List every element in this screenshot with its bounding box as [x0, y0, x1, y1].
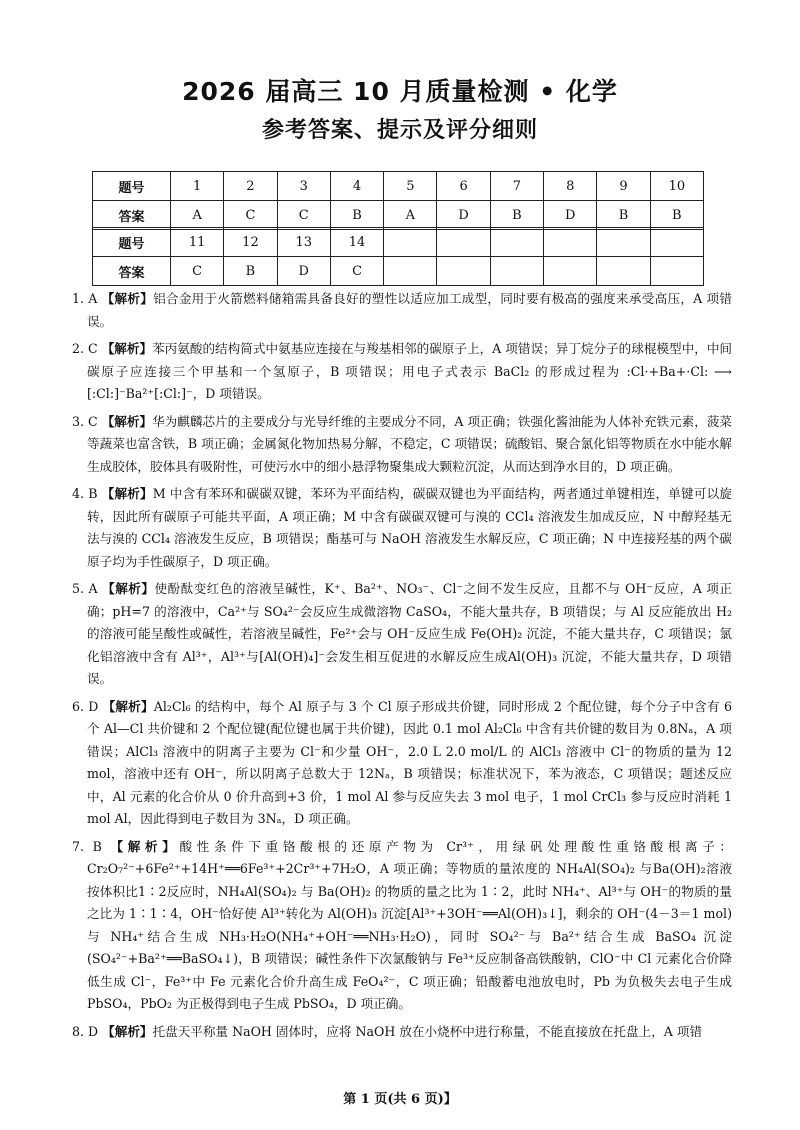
explanation-item-7	[72, 836, 732, 1016]
explanation-item-2	[72, 338, 732, 406]
page-footer: 第 1 页(共 6 页)】	[343, 1092, 457, 1107]
item-prefix: 5. A	[72, 581, 98, 596]
item-prefix: 2. C	[72, 341, 98, 356]
item-prefix: 4. B	[72, 486, 98, 501]
table-cell: 11	[171, 228, 224, 257]
table-cell: 2	[224, 172, 277, 201]
table-cell: B	[650, 201, 703, 230]
table-cell	[597, 257, 650, 286]
item-text: Al₂Cl₆ 的结构中，每个 Al 原子与 3 个 Cl 原子形成共价键，同时形成 2 个配位键，每个分子中含有 6 个 Al—Cl 共价键和 2 个配位键(配位键也属于共价键)，因此 0.1 mol Al₂Cl₆ 中含有共价键的数目为 0.8Nₐ，A 项错误；AlCl₃ 溶液中的阴离子主要为 Cl⁻和少量 OH⁻，2.0 L 2.0 mol/L 的 AlCl₃ 溶液中 Cl⁻的物质的量为 12 mol，溶液中还有 OH⁻，所以阴离子总数大于 12Nₐ，B 项错误；标准状况下，苯为液态，C 项错误；题述反应中，Al 元素的化合价从 0 价升高到+3 价，1 mol Al 参与反应失去 3 mol 电子，1 mol CrCl₃ 参与反应时消耗 1 mol Al，因此得到电子数目为 3Nₐ，D 项正确。	[87, 698, 732, 826]
item-prefix: 6. D	[72, 698, 99, 714]
table-cell: 10	[650, 172, 703, 201]
item-text: 托盘天平称量 NaOH 固体时，应将 NaOH 放在小烧杯中进行称量，不能直接放在托盘上，A 项错	[152, 1023, 703, 1039]
table-cell	[384, 257, 437, 286]
row-label-answer: 答案	[93, 201, 171, 230]
row-label-answer: 答案	[93, 257, 171, 286]
table-cell: D	[277, 257, 330, 286]
table-cell: C	[171, 257, 224, 286]
explanation-item-1	[72, 288, 732, 333]
item-tag: 【解析】	[101, 291, 154, 306]
table-cell: B	[330, 201, 383, 230]
explanation-item-5	[72, 578, 732, 691]
item-text: 酸性条件下重铬酸根的还原产物为 Cr³⁺，用绿矾处理酸性重铬酸根离子：Cr₂O₇²⁻+6Fe²⁺+14H⁺══6Fe³⁺+2Cr³⁺+7H₂O，A 项正确；等物质的量浓度的 NH₄Al(SO₄)₂ 与Ba(OH)₂溶液按体积比1∶2反应时，NH₄Al(SO₄)₂ 与 Ba(OH)₂ 的物质的量之比为 1∶2，此时 NH₄⁺、Al³⁺与 OH⁻的物质的量之比为 1∶1∶4，OH⁻恰好使 Al³⁺转化为 Al(OH)₃ 沉淀[Al³⁺+3OH⁻══Al(OH)₃↓]，剩余的 OH⁻(4－3＝1 mol)与 NH₄⁺结合生成 NH₃·H₂O(NH₄⁺+OH⁻══NH₃·H₂O)，同时 SO₄²⁻与 Ba²⁺结合生成 BaSO₄ 沉淀(SO₄²⁻+Ba²⁺══BaSO₄↓)，B 项错误；碱性条件下次氯酸钠与 Fe³⁺反应制备高铁酸钠，ClO⁻中 Cl 元素化合价降低生成 Cl⁻，Fe³⁺中 Fe 元素化合价升高生成 FeO₄²⁻，C 项正确；铅酸蓄电池放电时，Pb 为负极失去电子生成 PbSO₄，PbO₂ 为正极得到电子生成 PbSO₄，D 项正确。	[87, 838, 733, 1011]
explanation-item-3	[72, 411, 732, 479]
item-tag: 【解析】	[101, 486, 153, 501]
table-cell	[384, 228, 437, 257]
table-cell: A	[384, 201, 437, 230]
table-cell: D	[544, 201, 597, 230]
table-cell: A	[171, 201, 224, 230]
table-cell	[597, 228, 650, 257]
table-cell: 6	[437, 172, 490, 201]
table-cell	[437, 257, 490, 286]
item-text: M 中含有苯环和碳碳双键，苯环为平面结构，碳碳双键也为平面结构，两者通过单键相连，单键可以旋转，因此所有碳原子可能共平面，A 项正确；M 中含有碳碳双键可与溴的 CCl₄ 溶液发生加成反应，N 中醇羟基无法与溴的 CCl₄ 溶液发生反应，B 项错误；酯基可与 NaOH 溶液发生水解反应，C 项正确；N 中连接羟基的两个碳原子均为手性碳原子，D 项正确。	[87, 486, 733, 569]
item-tag: 【解析】	[102, 1023, 153, 1039]
table-cell: C	[224, 201, 277, 230]
table-cell: 3	[277, 172, 330, 201]
explanation-item-4	[72, 483, 732, 573]
item-tag: 【解析】	[102, 581, 155, 596]
item-text: 铝合金用于火箭燃料储箱需具备良好的塑性以适应加工成型，同时要有极高的强度来承受高压，A 项错误。	[87, 291, 732, 329]
table-cell: 4	[330, 172, 383, 201]
table-cell: 14	[330, 228, 383, 257]
table-cell: 7	[490, 172, 543, 201]
table-row-questions	[93, 228, 704, 257]
row-label-question: 题号	[93, 228, 171, 257]
table-cell	[490, 228, 543, 257]
explanation-list	[72, 288, 732, 1048]
table-cell	[544, 257, 597, 286]
explanation-item-6	[72, 696, 732, 831]
item-text: 使酚酞变红色的溶液呈碱性，K⁺、Ba²⁺、NO₃⁻、Cl⁻之间不发生反应，且都不与 OH⁻反应，A 项正确；pH=7 的溶液中，Ca²⁺与 SO₄²⁻会反应生成微溶物 CaSO₄，不能大量共存，B 项错误；与 Al 反应能放出 H₂ 的溶液可能呈酸性或碱性，若溶液呈碱性，Fe²⁺会与 OH⁻反应生成 Fe(OH)₂ 沉淀，不能大量共存，C 项错误；氯化铝溶液中含有 Al³⁺，Al³⁺与[Al(OH)₄]⁻会发生相互促进的水解反应生成Al(OH)₃ 沉淀，不能大量共存，D 项错误。	[87, 581, 732, 686]
table-cell: D	[437, 201, 490, 230]
table-row-answers	[93, 257, 704, 286]
item-tag: 【解析】	[101, 413, 153, 429]
table-cell: 13	[277, 228, 330, 257]
item-prefix: 8. D	[72, 1023, 99, 1039]
table-cell	[650, 228, 703, 257]
item-prefix: 3. C	[72, 413, 98, 429]
table-cell: 1	[171, 172, 224, 201]
table-cell: B	[597, 201, 650, 230]
answer-table-2	[92, 227, 704, 286]
table-cell: 5	[384, 172, 437, 201]
table-cell: B	[490, 201, 543, 230]
item-prefix: 1. A	[72, 291, 98, 306]
table-cell: C	[330, 257, 383, 286]
table-cell: 8	[544, 172, 597, 201]
page-title: 2026 届高三 10 月质量检测 • 化学	[182, 77, 618, 106]
table-row-answers	[93, 201, 704, 230]
item-prefix: 7. B	[72, 838, 102, 854]
item-tag: 【解析】	[101, 341, 153, 356]
explanation-item-8	[72, 1021, 732, 1044]
answer-table-1	[92, 171, 704, 230]
table-row-questions	[93, 172, 704, 201]
table-cell	[490, 257, 543, 286]
table-cell: 9	[597, 172, 650, 201]
table-cell	[437, 228, 490, 257]
table-cell: 12	[224, 228, 277, 257]
table-cell: B	[224, 257, 277, 286]
table-cell	[544, 228, 597, 257]
item-text: 华为麒麟芯片的主要成分与光导纤维的主要成分不同，A 项正确；铁强化酱油能为人体补充铁元素，菠菜等蔬菜也富含铁，B 项正确；金属氮化物加热易分解，不稳定，C 项错误；硫酸铝、聚合氯化铝等物质在水中能水解生成胶体，胶体具有吸附性，可使污水中的细小悬浮物聚集成大颗粒沉淀，从而达到净水目的，D 项正确。	[87, 413, 733, 474]
page-subtitle: 参考答案、提示及评分细则	[261, 118, 538, 143]
item-text: 苯丙氨酸的结构简式中氨基应连接在与羧基相邻的碳原子上，A 项错误；异丁烷分子的球棍模型中，中间碳原子应连接三个甲基和一个氢原子，B 项错误；用电子式表示 BaCl₂ 的形成过程为 :Cl·+Ba+·Cl: ⟶ [:Cl:]⁻Ba²⁺[:Cl:]⁻，D 项错误。	[87, 341, 733, 401]
table-cell	[650, 257, 703, 286]
item-tag: 【解析】	[110, 838, 180, 854]
item-tag: 【解析】	[102, 698, 154, 714]
row-label-question: 题号	[93, 172, 171, 201]
table-cell: C	[277, 201, 330, 230]
